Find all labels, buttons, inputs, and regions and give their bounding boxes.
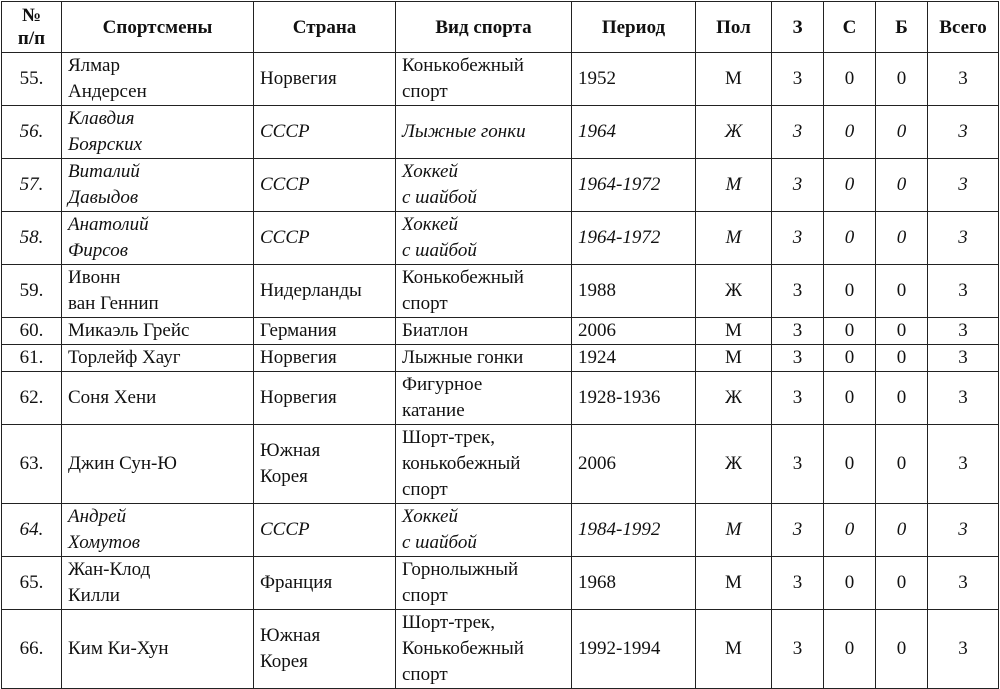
athlete-name <box>62 557 254 610</box>
medals-total: 3 <box>928 504 999 557</box>
medals-gold: 3 <box>772 53 824 106</box>
athlete-period: 1984-1992 <box>572 504 696 557</box>
athlete-gender: М <box>696 212 772 265</box>
athlete-sport-line: Шорт-трек, <box>402 612 495 633</box>
row-number: 59. <box>2 265 62 318</box>
medals-silver: 0 <box>824 106 876 159</box>
athlete-name-line: Соня Хени <box>68 387 157 408</box>
medals-silver: 0 <box>824 159 876 212</box>
athlete-sport-line: Шорт-трек, <box>402 427 495 448</box>
medals-gold: 3 <box>772 265 824 318</box>
table-row <box>2 425 999 504</box>
medals-total: 3 <box>928 106 999 159</box>
athlete-sport <box>396 212 572 265</box>
table-row <box>2 106 999 159</box>
header-silver: С <box>824 2 876 53</box>
row-number: 56. <box>2 106 62 159</box>
athlete-gender: Ж <box>696 265 772 318</box>
athlete-name-line: Давыдов <box>68 187 139 208</box>
athlete-sport-line: Конькобежный <box>402 638 524 659</box>
athlete-country-line: СССР <box>260 519 310 540</box>
athlete-sport-line: с шайбой <box>402 240 477 261</box>
medals-silver: 0 <box>824 610 876 689</box>
table-row <box>2 345 999 372</box>
medals-gold: 3 <box>772 610 824 689</box>
athlete-sport <box>396 159 572 212</box>
athlete-name-line: Жан-Клод <box>68 559 151 580</box>
medals-bronze: 0 <box>876 106 928 159</box>
athlete-name <box>62 504 254 557</box>
table-row <box>2 372 999 425</box>
athlete-name <box>62 345 254 372</box>
medals-silver: 0 <box>824 318 876 345</box>
athlete-sport-line: Лыжные гонки <box>402 347 524 368</box>
athlete-name-line: Фирсов <box>68 240 128 261</box>
athlete-sport-line: с шайбой <box>402 187 477 208</box>
medals-silver: 0 <box>824 557 876 610</box>
athlete-name <box>62 318 254 345</box>
medals-bronze: 0 <box>876 318 928 345</box>
athlete-sport <box>396 372 572 425</box>
table-row <box>2 265 999 318</box>
row-number: 66. <box>2 610 62 689</box>
athlete-sport <box>396 53 572 106</box>
athlete-period: 1928-1936 <box>572 372 696 425</box>
athlete-country <box>254 212 396 265</box>
athlete-sport-line: Конькобежный <box>402 55 524 76</box>
medals-silver: 0 <box>824 504 876 557</box>
row-number: 61. <box>2 345 62 372</box>
athlete-name-line: Ивонн <box>68 267 121 288</box>
table-body <box>2 53 999 689</box>
athlete-gender: Ж <box>696 425 772 504</box>
athlete-country-line: Южная <box>260 440 321 461</box>
medals-gold: 3 <box>772 557 824 610</box>
athlete-sport-line: спорт <box>402 664 448 685</box>
medals-silver: 0 <box>824 53 876 106</box>
header-period: Период <box>572 2 696 53</box>
athlete-name-line: Торлейф Хауг <box>68 347 181 368</box>
athletes-table <box>1 1 999 689</box>
athlete-country <box>254 345 396 372</box>
medals-gold: 3 <box>772 504 824 557</box>
athlete-country <box>254 557 396 610</box>
athlete-period: 1968 <box>572 557 696 610</box>
athlete-period: 1988 <box>572 265 696 318</box>
table-row <box>2 318 999 345</box>
athlete-country-line: Корея <box>260 466 308 487</box>
athlete-period: 1952 <box>572 53 696 106</box>
athlete-gender: М <box>696 159 772 212</box>
medals-bronze: 0 <box>876 425 928 504</box>
athlete-name-line: Килли <box>68 585 120 606</box>
athlete-country-line: Южная <box>260 625 321 646</box>
medals-silver: 0 <box>824 425 876 504</box>
athlete-sport <box>396 610 572 689</box>
medals-bronze: 0 <box>876 265 928 318</box>
athlete-sport-line: спорт <box>402 585 448 606</box>
athlete-period: 2006 <box>572 318 696 345</box>
header-athlete: Спортсмены <box>62 2 254 53</box>
athlete-sport <box>396 345 572 372</box>
medals-bronze: 0 <box>876 159 928 212</box>
athlete-country-line: Норвегия <box>260 68 337 89</box>
athlete-name <box>62 610 254 689</box>
athlete-country <box>254 372 396 425</box>
athlete-sport-line: Биатлон <box>402 320 468 341</box>
medals-total: 3 <box>928 212 999 265</box>
athlete-sport <box>396 504 572 557</box>
medals-bronze: 0 <box>876 610 928 689</box>
athlete-sport <box>396 106 572 159</box>
medals-gold: 3 <box>772 318 824 345</box>
athlete-country-line: СССР <box>260 227 310 248</box>
medals-gold: 3 <box>772 372 824 425</box>
athlete-sport-line: спорт <box>402 293 448 314</box>
medals-total: 3 <box>928 425 999 504</box>
medals-bronze: 0 <box>876 557 928 610</box>
athlete-country-line: Германия <box>260 320 337 341</box>
medals-gold: 3 <box>772 425 824 504</box>
header-num: № п/п <box>2 2 62 53</box>
row-number: 58. <box>2 212 62 265</box>
table-row <box>2 557 999 610</box>
athlete-name <box>62 265 254 318</box>
athlete-gender: М <box>696 53 772 106</box>
medals-total: 3 <box>928 265 999 318</box>
athlete-name-line: Анатолий <box>68 214 149 235</box>
athlete-sport-line: Хоккей <box>402 161 458 182</box>
header-gender: Пол <box>696 2 772 53</box>
row-number: 63. <box>2 425 62 504</box>
athlete-name-line: Боярских <box>68 134 143 155</box>
athlete-name <box>62 159 254 212</box>
athlete-name-line: ван Геннип <box>68 293 159 314</box>
athlete-country-line: СССР <box>260 121 310 142</box>
athlete-period: 1964 <box>572 106 696 159</box>
medals-gold: 3 <box>772 212 824 265</box>
athlete-name-line: Ким Ки-Хун <box>68 638 169 659</box>
athlete-sport-line: с шайбой <box>402 532 477 553</box>
athlete-country-line: Корея <box>260 651 308 672</box>
athlete-country-line: Нидерланды <box>260 280 362 301</box>
medals-bronze: 0 <box>876 212 928 265</box>
medals-gold: 3 <box>772 106 824 159</box>
athlete-name-line: Хомутов <box>68 532 141 553</box>
medals-total: 3 <box>928 557 999 610</box>
medals-bronze: 0 <box>876 504 928 557</box>
medals-total: 3 <box>928 318 999 345</box>
athlete-period: 1992-1994 <box>572 610 696 689</box>
medals-bronze: 0 <box>876 345 928 372</box>
athlete-name <box>62 53 254 106</box>
row-number: 60. <box>2 318 62 345</box>
medals-total: 3 <box>928 159 999 212</box>
athlete-sport <box>396 425 572 504</box>
medals-gold: 3 <box>772 159 824 212</box>
medals-silver: 0 <box>824 265 876 318</box>
athlete-gender: М <box>696 557 772 610</box>
table-row <box>2 159 999 212</box>
athlete-sport-line: спорт <box>402 479 448 500</box>
athlete-sport-line: спорт <box>402 81 448 102</box>
medals-total: 3 <box>928 610 999 689</box>
medals-silver: 0 <box>824 345 876 372</box>
header-sport: Вид спорта <box>396 2 572 53</box>
header-gold: З <box>772 2 824 53</box>
athlete-gender: М <box>696 504 772 557</box>
table-row <box>2 212 999 265</box>
athlete-country <box>254 504 396 557</box>
athlete-sport-line: Конькобежный <box>402 267 524 288</box>
athlete-sport-line: Хоккей <box>402 214 458 235</box>
row-number: 55. <box>2 53 62 106</box>
athlete-sport-line: Горнолыжный <box>402 559 519 580</box>
athlete-gender: Ж <box>696 372 772 425</box>
athlete-sport-line: катание <box>402 400 465 421</box>
athlete-country-line: Норвегия <box>260 387 337 408</box>
header-total: Всего <box>928 2 999 53</box>
athlete-period: 1964-1972 <box>572 159 696 212</box>
athlete-sport-line: Фигурное <box>402 374 483 395</box>
header-country: Страна <box>254 2 396 53</box>
athlete-country <box>254 265 396 318</box>
athlete-country-line: Франция <box>260 572 333 593</box>
table-row <box>2 53 999 106</box>
athlete-name <box>62 372 254 425</box>
athlete-name-line: Джин Сун-Ю <box>68 453 177 474</box>
medals-silver: 0 <box>824 372 876 425</box>
table-row <box>2 504 999 557</box>
athlete-sport-line: Хоккей <box>402 506 458 527</box>
medals-total: 3 <box>928 372 999 425</box>
athlete-gender: М <box>696 610 772 689</box>
header-row <box>2 2 999 53</box>
athlete-name <box>62 106 254 159</box>
medals-bronze: 0 <box>876 53 928 106</box>
medals-silver: 0 <box>824 212 876 265</box>
medals-bronze: 0 <box>876 372 928 425</box>
athlete-country <box>254 159 396 212</box>
athlete-name <box>62 425 254 504</box>
athlete-name-line: Виталий <box>68 161 140 182</box>
athlete-name-line: Клавдия <box>68 108 135 129</box>
athlete-country <box>254 53 396 106</box>
row-number: 57. <box>2 159 62 212</box>
athlete-period: 1964-1972 <box>572 212 696 265</box>
athlete-name <box>62 212 254 265</box>
athlete-country <box>254 318 396 345</box>
athlete-gender: М <box>696 345 772 372</box>
athlete-period: 1924 <box>572 345 696 372</box>
athlete-name-line: Микаэль Грейс <box>68 320 190 341</box>
athlete-name-line: Андерсен <box>68 81 147 102</box>
medals-total: 3 <box>928 345 999 372</box>
athlete-country-line: Норвегия <box>260 347 337 368</box>
table-row <box>2 610 999 689</box>
athlete-gender: Ж <box>696 106 772 159</box>
row-number: 65. <box>2 557 62 610</box>
athlete-sport-line: конькобежный <box>402 453 521 474</box>
athlete-country <box>254 610 396 689</box>
athlete-country-line: СССР <box>260 174 310 195</box>
row-number: 62. <box>2 372 62 425</box>
athlete-sport <box>396 265 572 318</box>
header-bronze: Б <box>876 2 928 53</box>
athlete-name-line: Андрей <box>68 506 127 527</box>
athlete-sport <box>396 557 572 610</box>
athlete-sport-line: Лыжные гонки <box>402 121 526 142</box>
medals-total: 3 <box>928 53 999 106</box>
athlete-gender: М <box>696 318 772 345</box>
athlete-period: 2006 <box>572 425 696 504</box>
medals-gold: 3 <box>772 345 824 372</box>
athlete-sport <box>396 318 572 345</box>
athlete-country <box>254 106 396 159</box>
athlete-name-line: Ялмар <box>68 55 120 76</box>
athlete-country <box>254 425 396 504</box>
row-number: 64. <box>2 504 62 557</box>
